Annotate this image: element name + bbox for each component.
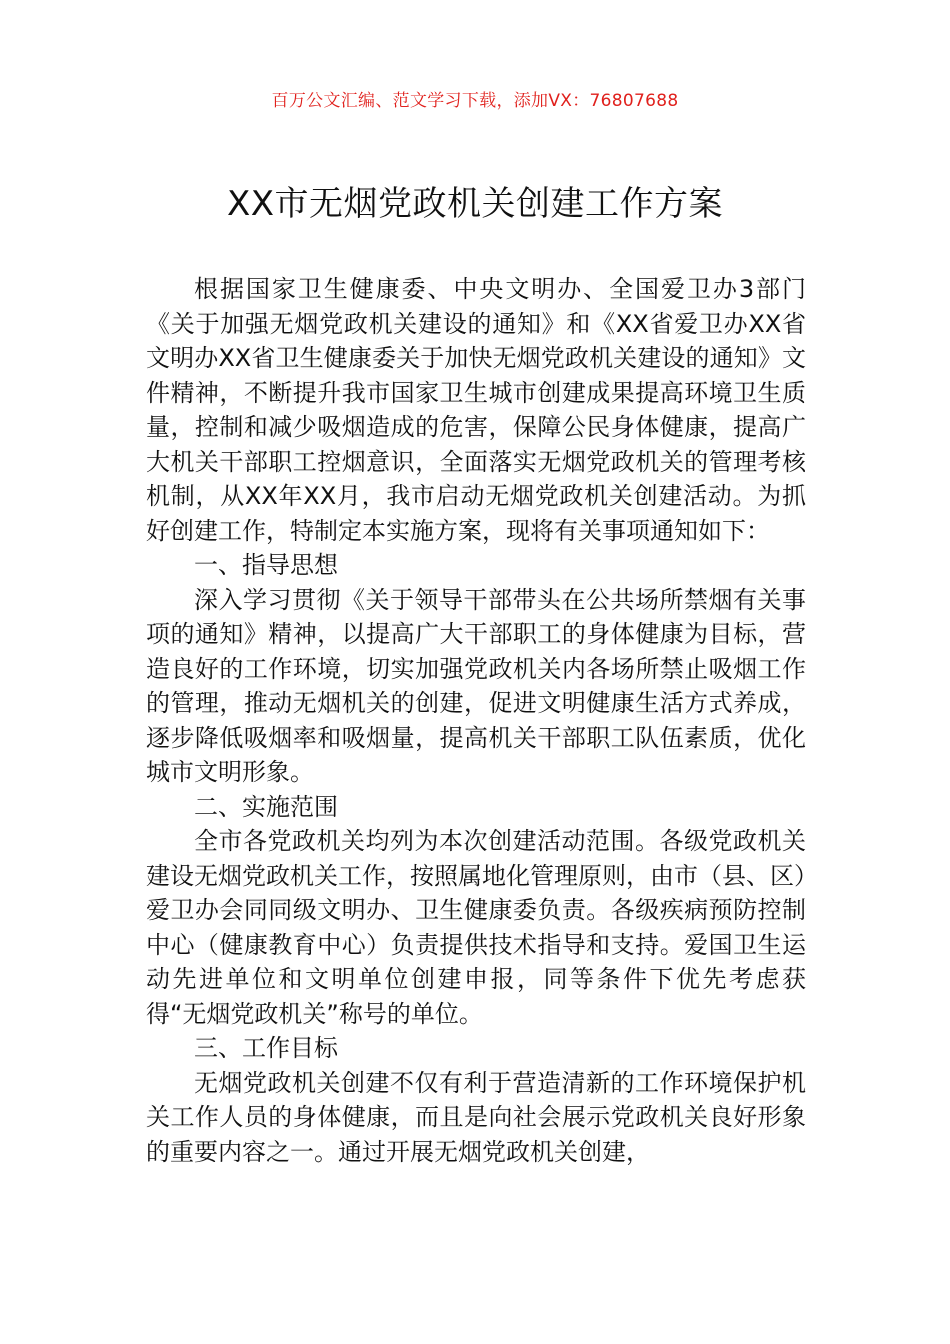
section-paragraph-3: 无烟党政机关创建不仅有利于营造清新的工作环境保护机关工作人员的身体健康，而且是向社会展示党政机关良好形象的重要内容之一。通过开展无烟党政机关创建， <box>146 1068 806 1166</box>
section-heading-2: 二、实施范围 <box>194 792 338 821</box>
header-note: 百万公文汇编、范文学习下载，添加VX：76807688 <box>271 91 679 111</box>
section-heading-1: 一、指导思想 <box>194 551 338 579</box>
section-paragraph-1: 深入学习贯彻《关于领导干部带头在公共场所禁烟有关事项的通知》精神，以提高广大干部职工的身体健康为目标，营造良好的工作环境，切实加强党政机关内各场所禁止吸烟工作的管理，推动无烟机关的创建，促进文明健康生活方式养成，逐步降低吸烟率和吸烟量，提高机关干部职工队伍素质，优化城市文明形象。 <box>146 585 806 786</box>
intro-paragraph: 根据国家卫生健康委、中央文明办、全国爱卫办3部门《关于加强无烟党政机关建设的通知》和《XX省爱卫办XX省文明办XX省卫生健康委关于加快无烟党政机关建设的通知》文件精神，不断提升我市国家卫生城市创建成果提高环境卫生质量，控制和减少吸烟造成的危害，保障公民身体健康，提高广大机关干部职工控烟意识，全面落实无烟党政机关的管理考核机制，从XX年XX月，我市启动无烟党政机关创建活动。为抓好创建工作，特制定本实施方案，现将有关事项通知如下： <box>146 275 806 545</box>
section-heading-3: 三、工作目标 <box>194 1034 338 1062</box>
document-title: XX市无烟党政机关创建工作方案 <box>226 184 724 224</box>
document-body <box>146 272 806 1169</box>
section-paragraph-2: 全市各党政机关均列为本次创建活动范围。各级党政机关建设无烟党政机关工作，按照属地化管理原则，由市（县、区）爱卫办会同同级文明办、卫生健康委负责。各级疾病预防控制中心（健康教育中心）负责提供技术指导和支持。爱国卫生运动先进单位和文明单位创建申报，同等条件下优先考虑获得“无烟党政机关”称号的单位。 <box>146 827 806 1028</box>
